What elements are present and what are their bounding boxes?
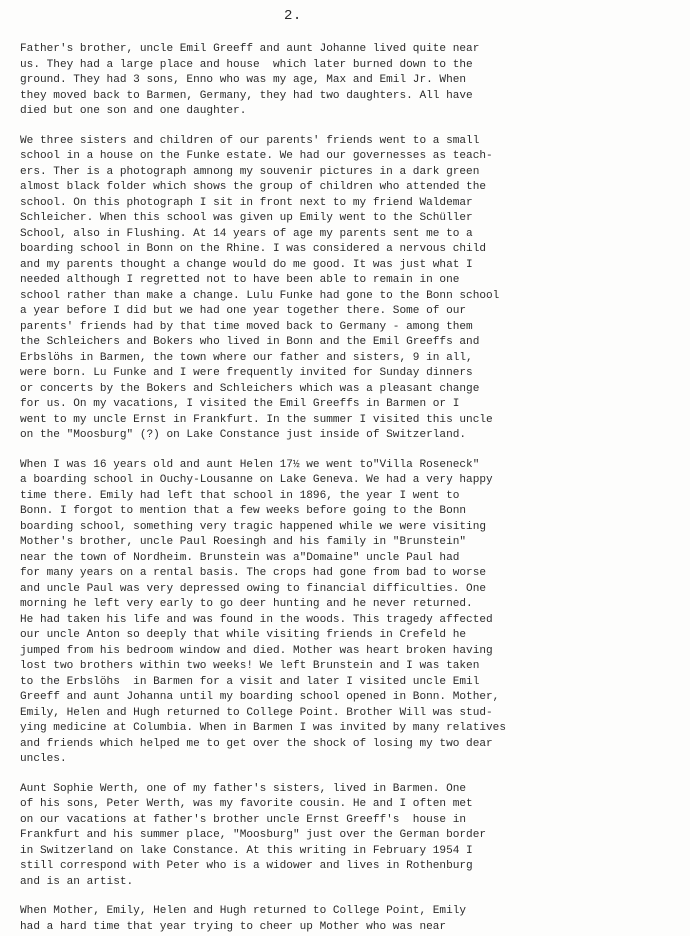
text-line: still correspond with Peter who is a widower and lives in Rothenburg xyxy=(20,860,473,872)
text-line: ying medicine at Columbia. When in Barmen I was invited by many relatives xyxy=(20,722,506,734)
text-line: in Switzerland on lake Constance. At this writing in February 1954 I xyxy=(20,844,473,857)
text-line: school. On this photograph I sit in front next to my friend Waldemar xyxy=(20,196,473,209)
text-line: time there. Emily had left that school in 1896, the year I went to xyxy=(20,489,460,502)
text-line: and is an artist. xyxy=(20,875,134,888)
paragraph xyxy=(20,134,680,444)
text-line: near the town of Nordheim. Brunstein was a"Domaine" uncle Paul had xyxy=(20,551,460,564)
text-line: to the Erbslöhs in Barmen for a visit and later I visited uncle Emil xyxy=(20,675,480,688)
text-line: went to my uncle Ernst in Frankfurt. In the summer I visited this uncle xyxy=(20,413,493,426)
paragraph xyxy=(20,42,680,120)
text-line: Father's brother, uncle Emil Greeff and aunt Johanne lived quite near xyxy=(20,43,480,55)
text-line: morning he left very early to go deer hunting and he never returned. xyxy=(20,598,473,610)
text-line: School, also in Flushing. At 14 years of age my parents sent me to a xyxy=(20,227,473,240)
text-line: our uncle Anton so deeply that while visiting friends in Crefeld he xyxy=(20,629,467,641)
text-line: Mother's brother, uncle Paul Roesingh and his family in "Brunstein" xyxy=(20,536,467,548)
text-line: for us. On my vacations, I visited the Emil Greeffs in Barmen or I xyxy=(20,398,460,410)
text-line: a boarding school in Ouchy-Lousanne on Lake Geneva. We had a very happy xyxy=(20,474,493,486)
text-line: they moved back to Barmen, Germany, they had two daughters. All have xyxy=(20,89,473,102)
document-body xyxy=(20,42,680,949)
text-line: us. They had a large place and house which later burned down to the xyxy=(20,58,473,71)
text-line: on our vacations at father's brother uncle Ernst Greeff's house in xyxy=(20,813,467,826)
text-line: Greeff and aunt Johanna until my boarding school opened in Bonn. Mother, xyxy=(20,691,500,703)
text-line: Bonn. I forgot to mention that a few weeks before going to the Bonn xyxy=(20,505,467,517)
paragraph xyxy=(20,782,680,891)
text-line: When I was 16 years old and aunt Helen 17½ we went to"Villa Roseneck" xyxy=(20,458,480,471)
text-line: When Mother, Emily, Helen and Hugh returned to College Point, Emily xyxy=(20,905,467,917)
text-line: lost two brothers within two weeks! We left Brunstein and I was taken xyxy=(20,660,480,672)
paragraph xyxy=(20,458,680,768)
text-line: Schleicher. When this school was given up Emily went to the Schüller xyxy=(20,212,473,224)
paragraph xyxy=(20,904,680,935)
text-line: or concerts by the Bokers and Schleichers which was a pleasant change xyxy=(20,382,480,395)
text-line: jumped from his bedroom window and died. Mother was heart broken having xyxy=(20,644,493,657)
text-line: school in a house on the Funke estate. We had our governesses as teach- xyxy=(20,150,493,162)
text-line: He had taken his life and was found in the woods. This tragedy affected xyxy=(20,613,493,626)
text-line: ground. They had 3 sons, Enno who was my age, Max and Emil Jr. When xyxy=(20,74,467,86)
text-line: had a hard time that year trying to cheer up Mother who was near xyxy=(20,920,447,933)
text-line: boarding school, something very tragic happened while we were visiting xyxy=(20,520,487,533)
text-line: Aunt Sophie Werth, one of my father's sisters, lived in Barmen. One xyxy=(20,782,467,795)
page-number: 2. xyxy=(284,8,302,24)
text-line: boarding school in Bonn on the Rhine. I was considered a nervous child xyxy=(20,243,487,255)
text-line: on the "Moosburg" (?) on Lake Constance just inside of Switzerland. xyxy=(20,429,467,441)
text-line: Erbslöhs in Barmen, the town where our father and sisters, 9 in all, xyxy=(20,351,473,364)
text-line: and my parents thought a change would do me good. It was just what I xyxy=(20,258,473,271)
text-line: parents' friends had by that time moved back to Germany - among them xyxy=(20,320,473,333)
text-line: almost black folder which shows the group of children who attended the xyxy=(20,181,487,193)
text-line: and uncle Paul was very depressed owing to financial difficulties. One xyxy=(20,582,487,595)
text-line: of his sons, Peter Werth, was my favorite cousin. He and I often met xyxy=(20,798,473,810)
text-line: Frankfurt and his summer place, "Moosburg" just over the German border xyxy=(20,829,487,841)
text-line: needed although I regretted not to have been able to remain in one xyxy=(20,274,460,286)
text-line: Emily, Helen and Hugh returned to College Point. Brother Will was stud- xyxy=(20,706,493,719)
text-line: a year before I did but we had one year together there. Some of our xyxy=(20,305,467,317)
text-line: We three sisters and children of our parents' friends went to a small xyxy=(20,134,480,147)
text-line: and friends which helped me to get over the shock of losing my two dear xyxy=(20,737,493,750)
text-line: died but one son and one daughter. xyxy=(20,105,247,117)
text-line: were born. Lu Funke and I were frequently invited for Sunday dinners xyxy=(20,367,473,379)
text-line: ers. Ther is a photograph amnong my souvenir pictures in a dark green xyxy=(20,165,480,178)
text-line: for many years on a rental basis. The crops had gone from bad to worse xyxy=(20,567,487,579)
text-line: school rather than make a change. Lulu Funke had gone to the Bonn school xyxy=(20,289,500,302)
text-line: uncles. xyxy=(20,753,67,765)
text-line: the Schleichers and Bokers who lived in Bonn and the Emil Greeffs and xyxy=(20,336,480,348)
